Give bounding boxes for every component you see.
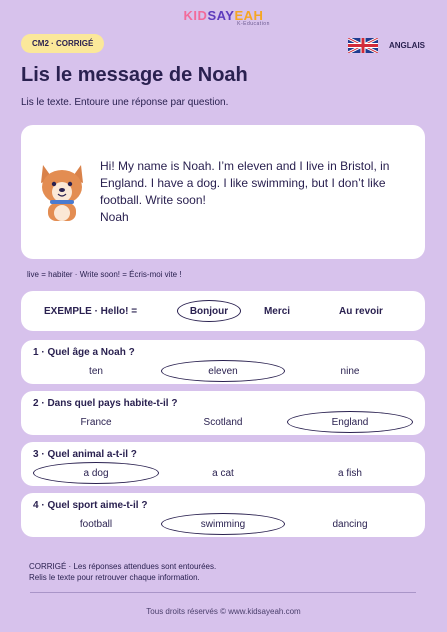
- copyright-text: Tous droits réservés © www.kidsayeah.com: [146, 607, 301, 616]
- glossary-note: live = habiter · Write soon! = Écris-moi vite !: [27, 270, 182, 279]
- answer-option[interactable]: Scotland: [203, 417, 243, 428]
- example-option[interactable]: Bonjour: [189, 306, 229, 317]
- uk-flag-icon: [348, 38, 378, 53]
- brand-part-2: SAY: [207, 8, 235, 23]
- answer-option[interactable]: France: [80, 417, 112, 428]
- message-text: [100, 158, 412, 226]
- footer-divider: [30, 592, 416, 593]
- answer-key-note: [29, 561, 216, 583]
- instruction-text: Lis le texte. Entoure une réponse par question.: [21, 97, 229, 108]
- answer-option[interactable]: a dog: [83, 468, 109, 479]
- answer-key-line: CORRIGÉ · Les réponses attendues sont entourées.: [29, 562, 217, 571]
- page-title: Lis le message de Noah: [21, 64, 248, 86]
- answer-option[interactable]: a cat: [212, 468, 234, 479]
- message-card: [21, 125, 425, 259]
- dog-icon: [37, 161, 87, 223]
- message-line: Hi! My name is Noah. I’m eleven and I live in Bristol, in: [100, 159, 390, 173]
- question-card-2: [21, 391, 425, 435]
- answer-option[interactable]: ten: [89, 366, 103, 377]
- answer-option[interactable]: nine: [340, 366, 360, 377]
- answer-option[interactable]: eleven: [208, 366, 238, 377]
- answer-option[interactable]: dancing: [332, 519, 368, 530]
- question-label: 4 · Quel sport aime-t-il ?: [33, 500, 148, 511]
- brand-part-1: KID: [183, 8, 208, 23]
- question-card-4: [21, 493, 425, 537]
- answer-option[interactable]: football: [79, 519, 113, 530]
- question-card-1: [21, 340, 425, 384]
- level-badge: CM2 · CORRIGÉ: [21, 34, 104, 53]
- example-option[interactable]: Merci: [263, 306, 291, 317]
- question-card-3: [21, 442, 425, 486]
- answer-option[interactable]: England: [331, 417, 369, 428]
- message-line: England. I have a dog. I like swimming, but I don’t like: [100, 176, 386, 190]
- language-label: ANGLAIS: [389, 41, 425, 50]
- brand-subtitle: K-Education: [237, 21, 270, 27]
- example-option[interactable]: Au revoir: [339, 306, 383, 317]
- brand-part-3: EAH: [234, 8, 264, 23]
- answer-key-line: Relis le texte pour retrouver chaque information.: [29, 573, 200, 582]
- example-card: [21, 291, 425, 331]
- question-label: 1 · Quel âge a Noah ?: [33, 347, 135, 358]
- question-label: 3 · Quel animal a-t-il ?: [33, 449, 137, 460]
- question-label: 2 · Dans quel pays habite-t-il ?: [33, 398, 178, 409]
- brand-logo: [0, 8, 447, 27]
- answer-option[interactable]: swimming: [200, 519, 246, 530]
- message-line: football. Write soon!: [100, 193, 206, 207]
- message-signature: Noah: [100, 210, 129, 224]
- example-label: EXEMPLE · Hello! =: [44, 306, 138, 317]
- answer-option[interactable]: a fish: [338, 468, 362, 479]
